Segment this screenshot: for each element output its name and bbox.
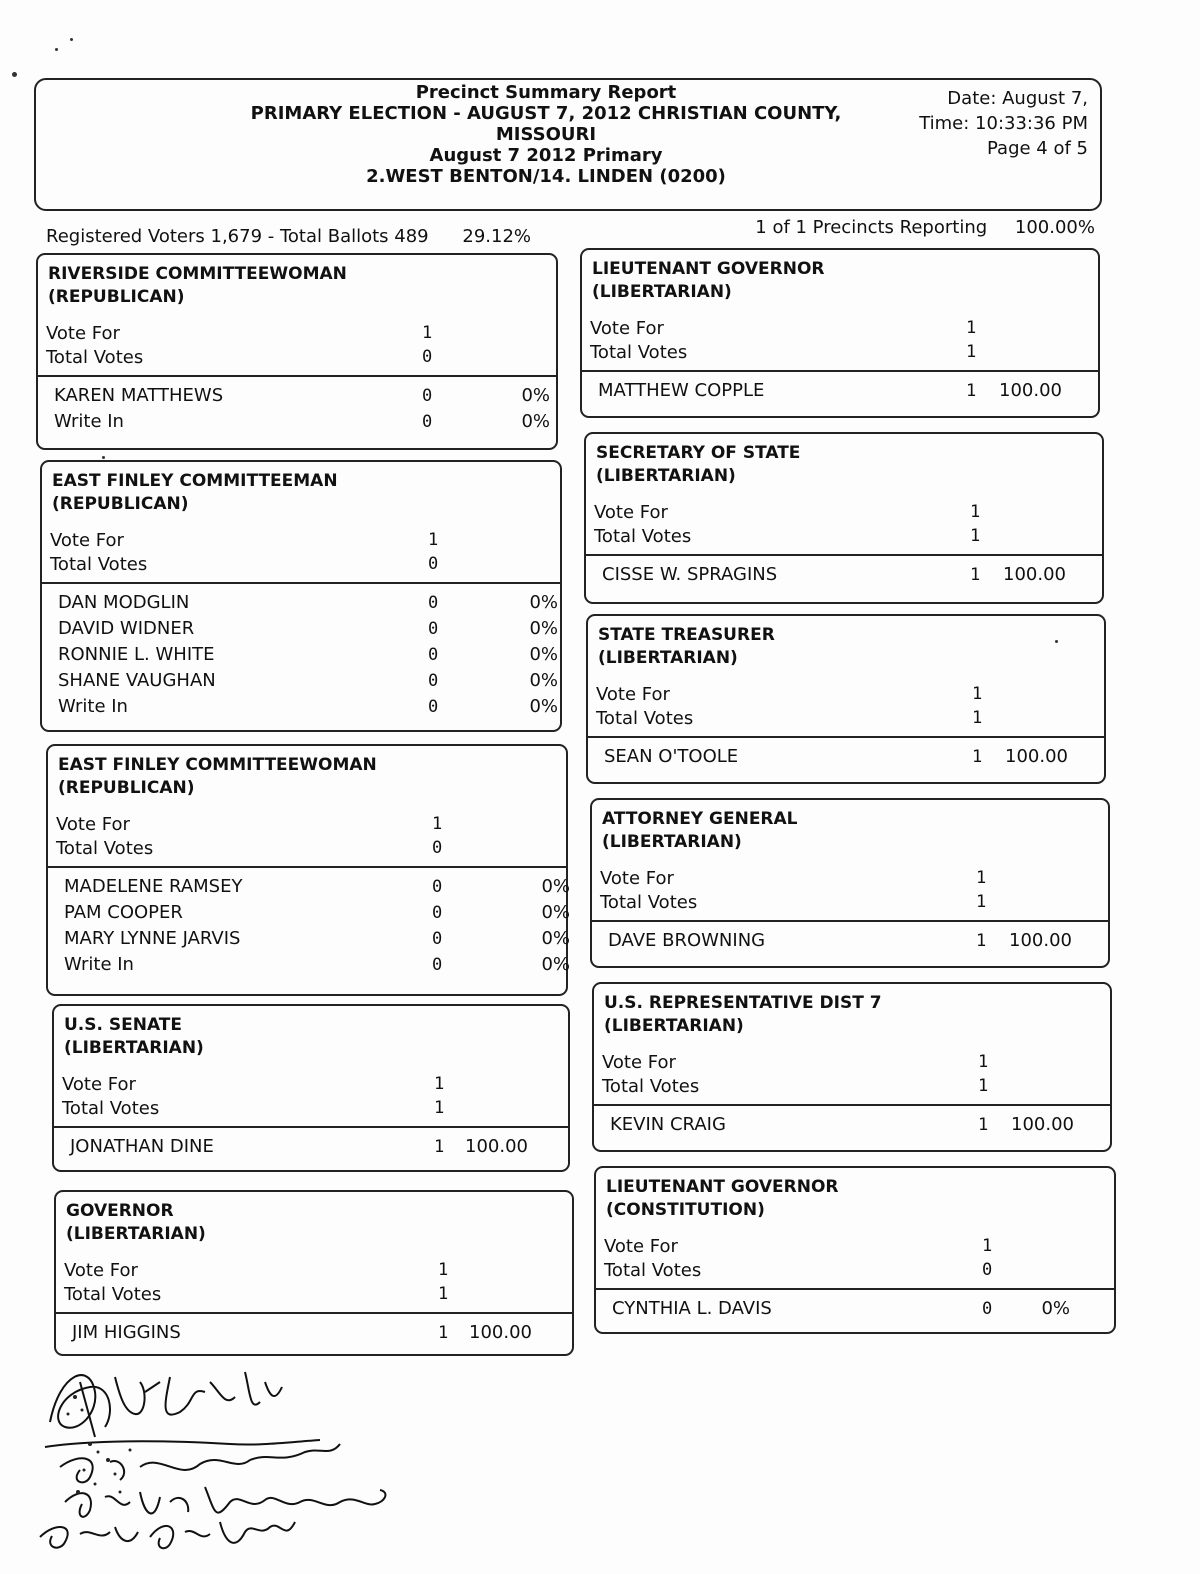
candidate-name: Write In bbox=[54, 411, 124, 432]
scan-speck bbox=[70, 38, 73, 41]
candidate-votes: 0 bbox=[428, 697, 439, 717]
candidate-votes: 0 bbox=[428, 619, 439, 639]
total-votes-value: 1 bbox=[978, 1076, 989, 1096]
vote-for-label: Vote For bbox=[56, 814, 130, 835]
candidate-percent: 100.00 bbox=[1009, 930, 1072, 951]
race-party: (LIBERTARIAN) bbox=[596, 466, 736, 486]
race-meta bbox=[592, 868, 1108, 918]
vote-for-value: 1 bbox=[982, 1236, 993, 1256]
candidate-percent: 0% bbox=[529, 592, 558, 613]
candidate-percent: 0% bbox=[521, 385, 550, 406]
race-box bbox=[584, 432, 1104, 604]
vote-for-value: 1 bbox=[978, 1052, 989, 1072]
vote-for-label: Vote For bbox=[600, 868, 674, 889]
vote-for-value: 1 bbox=[966, 318, 977, 338]
registered-voters: Registered Voters 1,679 - Total Ballots 489 bbox=[46, 226, 429, 247]
candidate-row bbox=[594, 1112, 1110, 1138]
candidate-votes: 0 bbox=[982, 1299, 993, 1319]
vote-for-label: Vote For bbox=[604, 1236, 678, 1257]
race-title bbox=[588, 616, 1104, 670]
candidate-list bbox=[592, 922, 1108, 954]
candidate-row bbox=[48, 874, 570, 900]
race-party: (LIBERTARIAN) bbox=[64, 1038, 204, 1058]
candidate-percent: 0% bbox=[529, 618, 558, 639]
scan-speck bbox=[55, 48, 58, 51]
race-party: (REPUBLICAN) bbox=[52, 494, 189, 514]
candidate-row bbox=[596, 1296, 1114, 1322]
candidate-list bbox=[42, 584, 560, 720]
candidate-name: CISSE W. SPRAGINS bbox=[602, 564, 778, 585]
candidate-votes: 1 bbox=[434, 1137, 445, 1157]
candidate-list bbox=[38, 377, 556, 435]
candidate-row bbox=[588, 744, 1104, 770]
vote-for-label: Vote For bbox=[50, 530, 124, 551]
candidate-name: MATTHEW COPPLE bbox=[598, 380, 765, 401]
election-state: MISSOURI bbox=[495, 124, 597, 145]
race-box bbox=[592, 982, 1112, 1152]
race-box bbox=[54, 1190, 574, 1356]
candidate-row bbox=[56, 1320, 572, 1346]
candidate-percent: 0% bbox=[529, 670, 558, 691]
report-time: Time: 10:33:36 PM bbox=[919, 113, 1088, 134]
candidate-list bbox=[586, 556, 1102, 588]
vote-for-label: Vote For bbox=[594, 502, 668, 523]
candidate-name: RONNIE L. WHITE bbox=[58, 644, 215, 665]
candidate-list bbox=[588, 738, 1104, 770]
candidate-row bbox=[586, 562, 1102, 588]
candidate-votes: 0 bbox=[432, 955, 443, 975]
candidate-name: SHANE VAUGHAN bbox=[58, 670, 216, 691]
candidate-list bbox=[48, 868, 570, 978]
precinct-name: 2.WEST BENTON/14. LINDEN (0200) bbox=[366, 166, 726, 187]
vote-for-value: 1 bbox=[428, 530, 439, 550]
race-title bbox=[56, 1192, 572, 1246]
report-meta bbox=[919, 86, 1088, 161]
report-title-block bbox=[176, 80, 916, 187]
race-title bbox=[42, 462, 560, 516]
race-box bbox=[40, 460, 562, 732]
total-votes-label: Total Votes bbox=[62, 1098, 160, 1119]
candidate-percent: 100.00 bbox=[1005, 746, 1068, 767]
scan-speck bbox=[12, 72, 17, 77]
race-office: EAST FINLEY COMMITTEEWOMAN bbox=[58, 755, 377, 775]
race-meta bbox=[42, 530, 560, 580]
candidate-name: Write In bbox=[58, 696, 128, 717]
candidate-percent: 0% bbox=[1041, 1298, 1070, 1319]
race-box bbox=[52, 1004, 570, 1172]
race-title bbox=[594, 984, 1110, 1038]
candidate-percent: 100.00 bbox=[1011, 1114, 1074, 1135]
total-votes-label: Total Votes bbox=[46, 347, 144, 368]
candidate-percent: 0% bbox=[541, 876, 570, 897]
race-meta bbox=[596, 1236, 1114, 1286]
precincts-reporting: 1 of 1 Precincts Reporting bbox=[755, 217, 988, 238]
candidate-votes: 0 bbox=[432, 877, 443, 897]
total-votes-label: Total Votes bbox=[604, 1260, 702, 1281]
candidate-percent: 100.00 bbox=[469, 1322, 532, 1343]
race-meta bbox=[48, 814, 566, 864]
race-party: (REPUBLICAN) bbox=[48, 287, 185, 307]
race-meta bbox=[586, 502, 1102, 552]
precincts-reporting-line bbox=[755, 217, 1095, 238]
candidate-row bbox=[42, 694, 560, 720]
report-title: Precinct Summary Report bbox=[415, 82, 677, 103]
race-office: EAST FINLEY COMMITTEEMAN bbox=[52, 471, 338, 491]
race-box bbox=[590, 798, 1110, 968]
candidate-percent: 0% bbox=[541, 902, 570, 923]
scan-speck bbox=[102, 456, 105, 459]
scan-speck bbox=[1055, 640, 1058, 643]
candidate-votes: 0 bbox=[432, 903, 443, 923]
candidate-percent: 0% bbox=[521, 411, 550, 432]
vote-for-value: 1 bbox=[970, 502, 981, 522]
race-title bbox=[54, 1006, 568, 1060]
race-office: ATTORNEY GENERAL bbox=[602, 809, 798, 829]
candidate-row bbox=[592, 928, 1108, 954]
candidate-name: MADELENE RAMSEY bbox=[64, 876, 243, 897]
vote-for-value: 1 bbox=[434, 1074, 445, 1094]
race-office: SECRETARY OF STATE bbox=[596, 443, 801, 463]
candidate-list bbox=[582, 372, 1098, 404]
candidate-percent: 100.00 bbox=[1003, 564, 1066, 585]
race-office: U.S. SENATE bbox=[64, 1015, 183, 1035]
candidate-name: PAM COOPER bbox=[64, 902, 183, 923]
vote-for-value: 1 bbox=[972, 684, 983, 704]
candidate-percent: 0% bbox=[529, 696, 558, 717]
race-box bbox=[580, 248, 1100, 418]
election-name: August 7 2012 Primary bbox=[429, 145, 663, 166]
race-office: RIVERSIDE COMMITTEEWOMAN bbox=[48, 264, 347, 284]
candidate-row bbox=[48, 952, 570, 978]
candidate-list bbox=[596, 1290, 1114, 1322]
candidate-row bbox=[38, 409, 556, 435]
total-votes-label: Total Votes bbox=[602, 1076, 700, 1097]
race-meta bbox=[56, 1260, 572, 1310]
vote-for-label: Vote For bbox=[596, 684, 670, 705]
candidate-name: DAVE BROWNING bbox=[608, 930, 766, 951]
candidate-name: MARY LYNNE JARVIS bbox=[64, 928, 241, 949]
race-party: (CONSTITUTION) bbox=[606, 1200, 765, 1220]
candidate-row bbox=[42, 668, 560, 694]
race-title bbox=[596, 1168, 1114, 1222]
total-votes-value: 1 bbox=[966, 342, 977, 362]
total-votes-label: Total Votes bbox=[64, 1284, 162, 1305]
race-title bbox=[592, 800, 1108, 854]
candidate-votes: 0 bbox=[428, 671, 439, 691]
election-title: PRIMARY ELECTION - AUGUST 7, 2012 CHRISTIAN COUNTY, bbox=[250, 103, 842, 124]
vote-for-value: 1 bbox=[438, 1260, 449, 1280]
race-box bbox=[46, 744, 568, 996]
candidate-name: Write In bbox=[64, 954, 134, 975]
race-office: GOVERNOR bbox=[66, 1201, 174, 1221]
race-title bbox=[586, 434, 1102, 488]
race-party: (LIBERTARIAN) bbox=[604, 1016, 744, 1036]
page-number: Page 4 of 5 bbox=[987, 138, 1088, 159]
candidate-percent: 0% bbox=[541, 928, 570, 949]
race-title bbox=[48, 746, 566, 800]
total-votes-label: Total Votes bbox=[596, 708, 694, 729]
candidate-row bbox=[42, 642, 560, 668]
candidate-votes: 1 bbox=[970, 565, 981, 585]
candidate-name: KAREN MATTHEWS bbox=[54, 385, 224, 406]
race-meta bbox=[54, 1074, 568, 1124]
candidate-percent: 100.00 bbox=[465, 1136, 528, 1157]
candidate-row bbox=[582, 378, 1098, 404]
candidate-name: SEAN O'TOOLE bbox=[604, 746, 739, 767]
candidate-name: JIM HIGGINS bbox=[72, 1322, 181, 1343]
candidate-percent: 100.00 bbox=[999, 380, 1062, 401]
total-votes-value: 0 bbox=[982, 1260, 993, 1280]
vote-for-label: Vote For bbox=[62, 1074, 136, 1095]
candidate-votes: 1 bbox=[976, 931, 987, 951]
race-meta bbox=[582, 318, 1098, 368]
registered-voters-line bbox=[46, 226, 531, 247]
report-header bbox=[34, 78, 1102, 211]
total-votes-label: Total Votes bbox=[590, 342, 688, 363]
handwritten-signatures bbox=[20, 1352, 420, 1562]
candidate-votes: 0 bbox=[428, 593, 439, 613]
candidate-votes: 0 bbox=[422, 412, 433, 432]
total-votes-label: Total Votes bbox=[50, 554, 148, 575]
turnout-percent: 29.12% bbox=[462, 226, 532, 247]
candidate-name: CYNTHIA L. DAVIS bbox=[612, 1298, 772, 1319]
total-votes-label: Total Votes bbox=[600, 892, 698, 913]
candidate-name: DAVID WIDNER bbox=[58, 618, 195, 639]
candidate-row bbox=[38, 383, 556, 409]
candidate-name: KEVIN CRAIG bbox=[610, 1114, 726, 1135]
race-meta bbox=[594, 1052, 1110, 1102]
candidate-votes: 1 bbox=[966, 381, 977, 401]
vote-for-value: 1 bbox=[976, 868, 987, 888]
race-box bbox=[586, 614, 1106, 784]
candidate-votes: 0 bbox=[428, 645, 439, 665]
total-votes-value: 0 bbox=[428, 554, 439, 574]
report-date: Date: August 7, bbox=[947, 88, 1088, 109]
total-votes-value: 1 bbox=[434, 1098, 445, 1118]
race-party: (LIBERTARIAN) bbox=[598, 648, 738, 668]
total-votes-value: 1 bbox=[976, 892, 987, 912]
vote-for-value: 1 bbox=[432, 814, 443, 834]
race-office: STATE TREASURER bbox=[598, 625, 775, 645]
candidate-percent: 0% bbox=[529, 644, 558, 665]
race-office: U.S. REPRESENTATIVE DIST 7 bbox=[604, 993, 882, 1013]
total-votes-value: 1 bbox=[972, 708, 983, 728]
candidate-row bbox=[48, 900, 570, 926]
race-office: LIEUTENANT GOVERNOR bbox=[592, 259, 825, 279]
candidate-list bbox=[594, 1106, 1110, 1138]
vote-for-value: 1 bbox=[422, 323, 433, 343]
vote-for-label: Vote For bbox=[590, 318, 664, 339]
race-meta bbox=[588, 684, 1104, 734]
candidate-votes: 1 bbox=[978, 1115, 989, 1135]
race-party: (LIBERTARIAN) bbox=[592, 282, 732, 302]
race-box bbox=[594, 1166, 1116, 1334]
total-votes-value: 1 bbox=[970, 526, 981, 546]
total-votes-value: 1 bbox=[438, 1284, 449, 1304]
candidate-row bbox=[42, 590, 560, 616]
race-party: (REPUBLICAN) bbox=[58, 778, 195, 798]
candidate-row bbox=[54, 1134, 568, 1160]
candidate-votes: 1 bbox=[972, 747, 983, 767]
race-title bbox=[38, 255, 556, 309]
total-votes-value: 0 bbox=[422, 347, 433, 367]
candidate-votes: 0 bbox=[422, 386, 433, 406]
total-votes-label: Total Votes bbox=[594, 526, 692, 547]
vote-for-label: Vote For bbox=[64, 1260, 138, 1281]
candidate-votes: 0 bbox=[432, 929, 443, 949]
candidate-name: JONATHAN DINE bbox=[70, 1136, 214, 1157]
candidate-name: DAN MODGLIN bbox=[58, 592, 190, 613]
candidate-votes: 1 bbox=[438, 1323, 449, 1343]
candidate-list bbox=[56, 1314, 572, 1346]
race-meta bbox=[38, 323, 556, 373]
reporting-percent: 100.00% bbox=[1014, 217, 1095, 238]
vote-for-label: Vote For bbox=[46, 323, 120, 344]
race-box bbox=[36, 253, 558, 450]
race-party: (LIBERTARIAN) bbox=[602, 832, 742, 852]
total-votes-value: 0 bbox=[432, 838, 443, 858]
candidate-list bbox=[54, 1128, 568, 1160]
candidate-row bbox=[48, 926, 570, 952]
race-title bbox=[582, 250, 1098, 304]
race-party: (LIBERTARIAN) bbox=[66, 1224, 206, 1244]
candidate-percent: 0% bbox=[541, 954, 570, 975]
vote-for-label: Vote For bbox=[602, 1052, 676, 1073]
race-office: LIEUTENANT GOVERNOR bbox=[606, 1177, 839, 1197]
candidate-row bbox=[42, 616, 560, 642]
total-votes-label: Total Votes bbox=[56, 838, 154, 859]
